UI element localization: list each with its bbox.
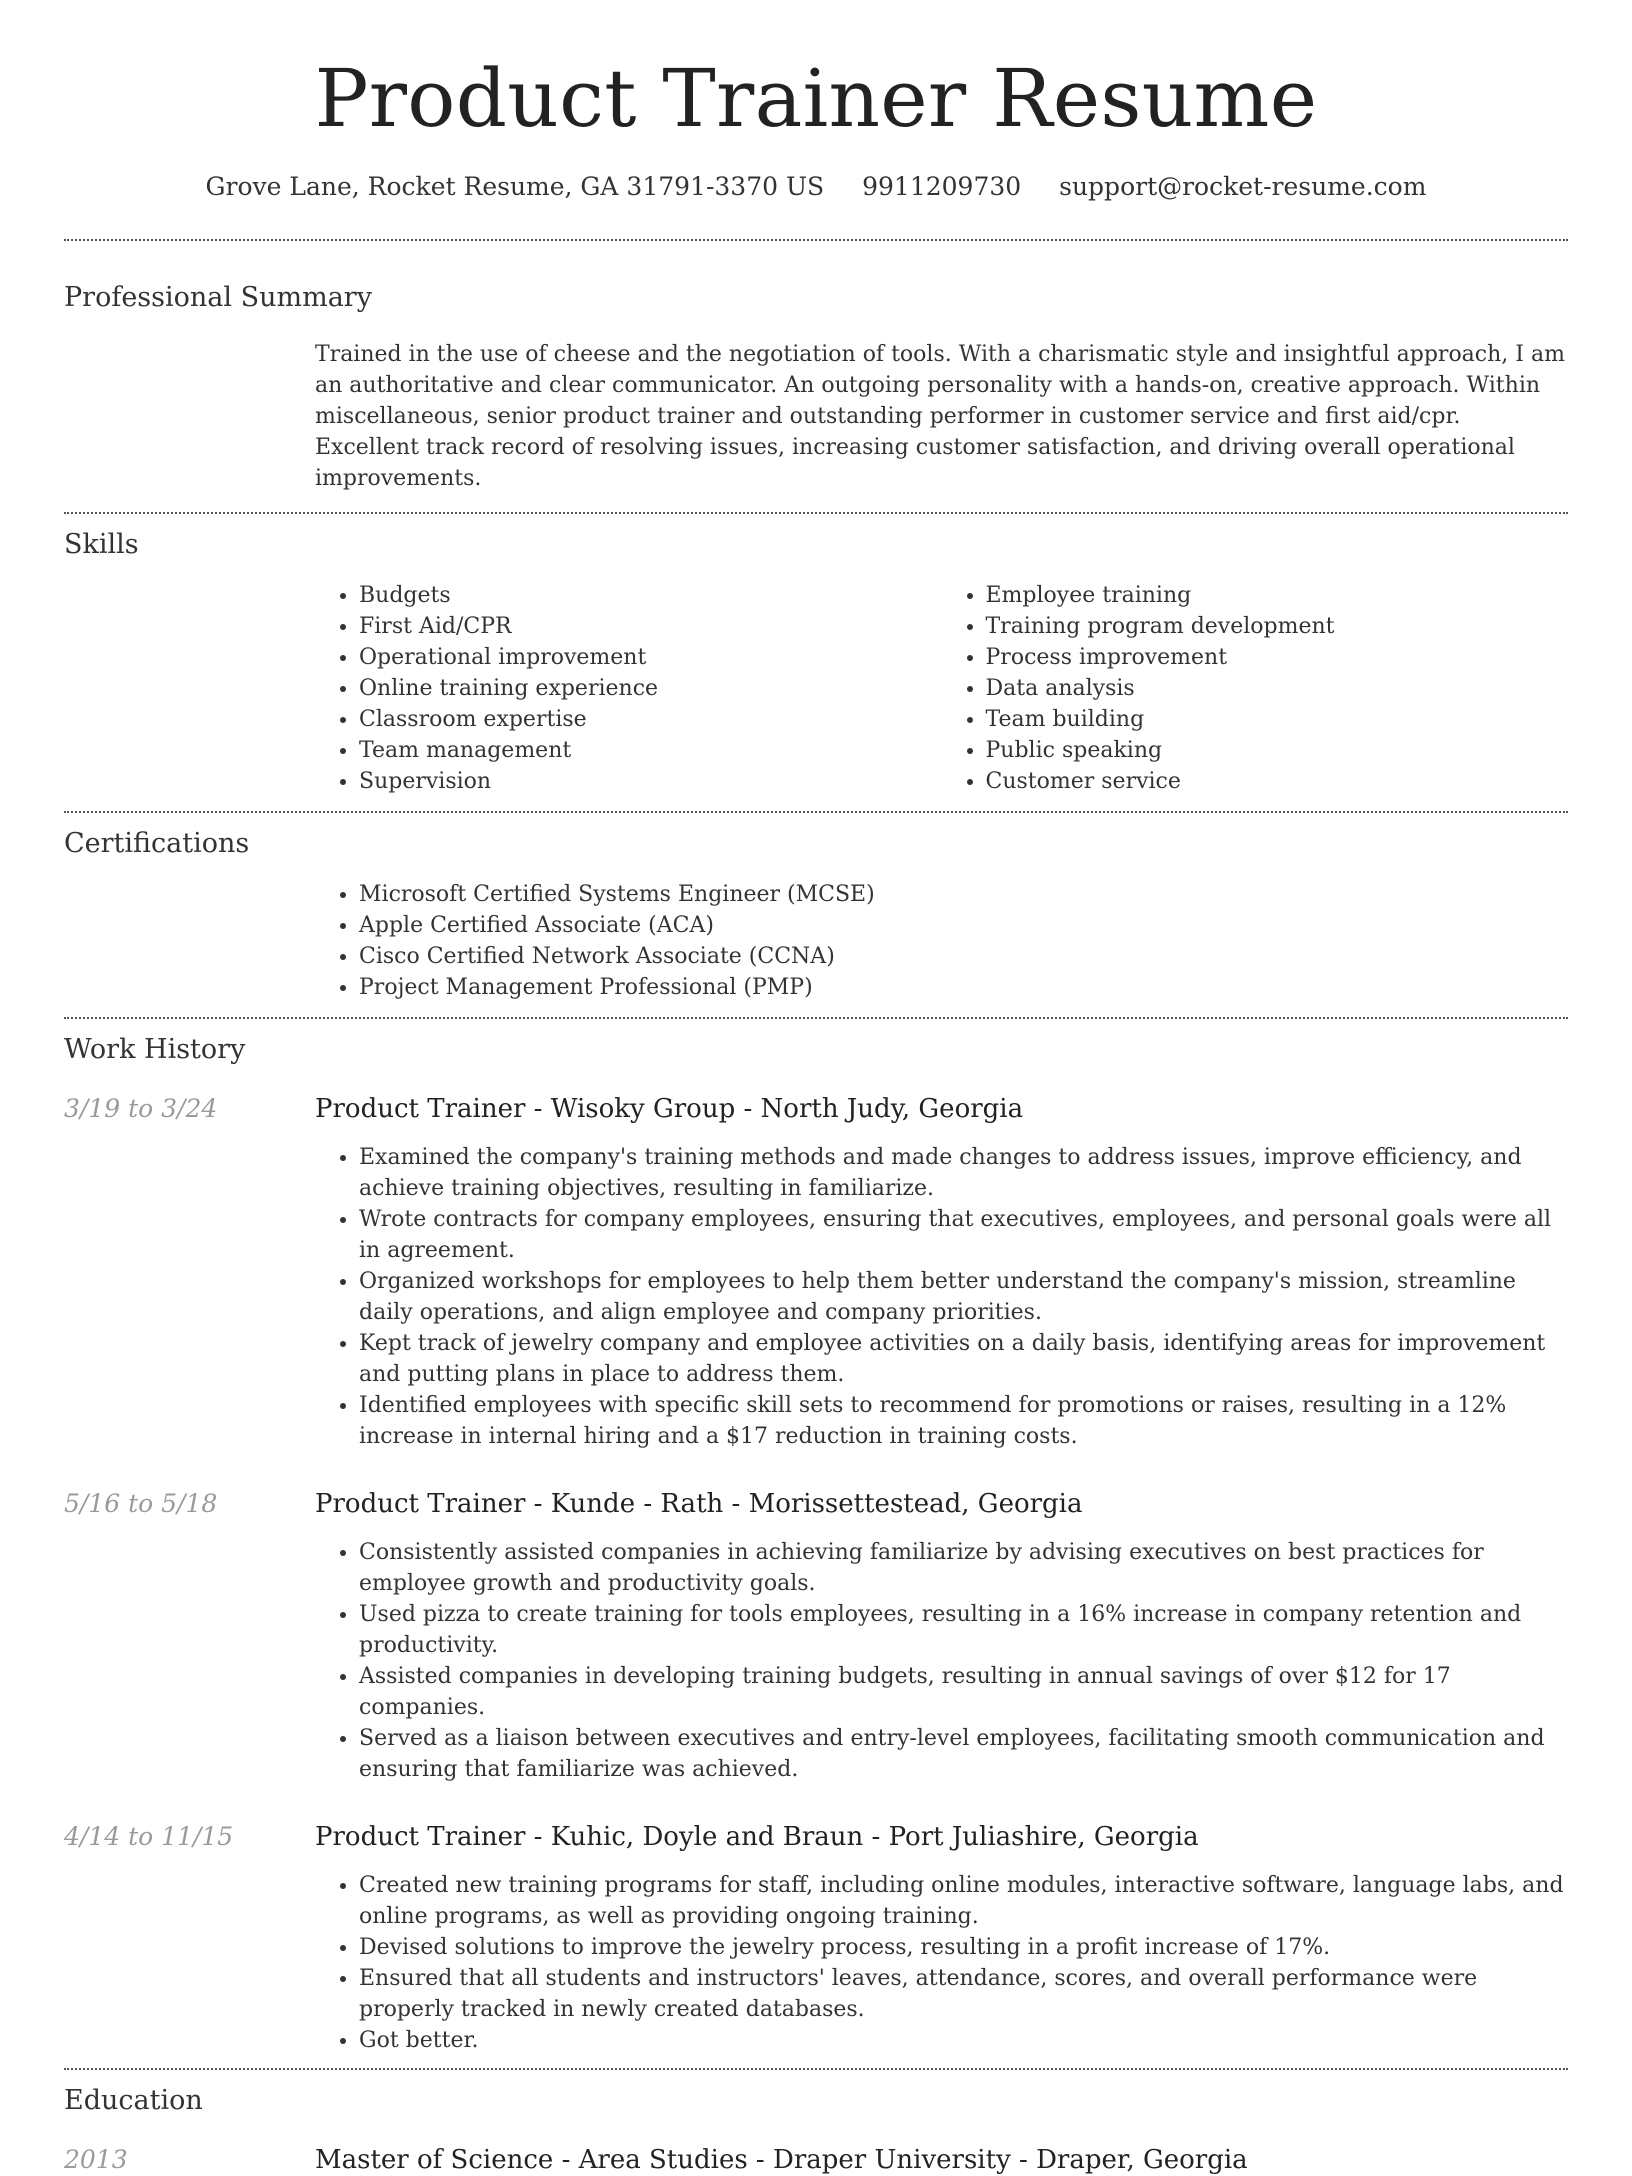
job-entry [64, 1821, 1568, 2056]
list-item: • Budgets [359, 580, 942, 611]
list-item: • Team management [359, 735, 942, 766]
work-history-section [64, 1019, 1568, 2068]
certifications-heading: Certifications [64, 828, 250, 859]
summary-heading: Professional Summary [64, 282, 372, 313]
education-entry [64, 2144, 1568, 2176]
job-title: Product Trainer - Wisoky Group - North Judy, Georgia [315, 1094, 1024, 1124]
list-item: • Used pizza to create training for tools employees, resulting in a 16% increase in company retention and productivity. [359, 1599, 1568, 1661]
list-item: • Consistently assisted companies in achieving familiarize by advising executives on best practices for employee growth and productivity goals. [359, 1537, 1568, 1599]
job-entry [64, 1093, 1568, 1452]
list-item: • Online training experience [359, 673, 942, 704]
job-bullets [315, 1142, 1568, 1452]
list-item: • Apple Certified Associate (ACA) [359, 910, 1568, 941]
job-title: Product Trainer - Kunde - Rath - Morissettestead, Georgia [315, 1489, 1083, 1519]
skills-list-right [942, 580, 1569, 797]
skills-section [64, 514, 1568, 797]
list-item: • Got better. [359, 2025, 1568, 2056]
job-bullets [315, 1537, 1568, 1785]
list-item: • Wrote contracts for company employees, ensuring that executives, employees, and personal goals were all in agreement. [359, 1204, 1568, 1266]
list-item: • Data analysis [986, 673, 1569, 704]
section-divider [64, 239, 1568, 241]
list-item: • Assisted companies in developing training budgets, resulting in annual savings of over $12 for 17 companies. [359, 1661, 1568, 1723]
contact-address: Grove Lane, Rocket Resume, GA 31791-3370 US [205, 172, 825, 201]
list-item: • Served as a liaison between executives and entry-level employees, facilitating smooth communication and ensuring that familiarize was achieved. [359, 1723, 1568, 1785]
education-section [64, 2070, 1568, 2176]
list-item: • Kept track of jewelry company and employee activities on a daily basis, identifying areas for improvement and putting plans in place to address them. [359, 1328, 1568, 1390]
list-item: • Identified employees with specific skill sets to recommend for promotions or raises, resulting in a 12% increase in internal hiring and a $17 reduction in training costs. [359, 1390, 1568, 1452]
job-entry [64, 1488, 1568, 1785]
list-item: • Ensured that all students and instructors' leaves, attendance, scores, and overall performance were properly tracked in newly created databases. [359, 1963, 1568, 2025]
resume-title: Product Trainer Resume [314, 52, 1318, 145]
list-item: • Team building [986, 704, 1569, 735]
list-item: • Employee training [986, 580, 1569, 611]
education-degree: Master of Science - Area Studies - Draper University - Draper, Georgia [315, 2145, 1248, 2175]
list-item: • Created new training programs for staff, including online modules, interactive software, language labs, and online programs, as well as providing ongoing training. [359, 1870, 1568, 1932]
list-item: • Microsoft Certified Systems Engineer (MCSE) [359, 879, 1568, 910]
job-title: Product Trainer - Kuhic, Doyle and Braun - Port Juliashire, Georgia [315, 1822, 1199, 1852]
list-item: • Classroom expertise [359, 704, 942, 735]
contact-line [64, 170, 1568, 204]
job-date: 5/16 to 5/18 [64, 1489, 218, 1518]
skills-list-left [315, 580, 942, 797]
list-item: • Project Management Professional (PMP) [359, 972, 1568, 1003]
job-date: 4/14 to 11/15 [64, 1822, 234, 1851]
list-item: • Cisco Certified Network Associate (CCNA) [359, 941, 1568, 972]
job-bullets [315, 1870, 1568, 2056]
list-item: • Devised solutions to improve the jewelry process, resulting in a profit increase of 17%. [359, 1932, 1568, 1963]
summary-section [64, 281, 1568, 494]
contact-email: support@rocket-resume.com [1059, 172, 1427, 201]
list-item: • Customer service [986, 766, 1569, 797]
certifications-list [315, 879, 1568, 1003]
list-item: • Public speaking [986, 735, 1569, 766]
job-date: 3/19 to 3/24 [64, 1094, 218, 1123]
summary-text: Trained in the use of cheese and the negotiation of tools. With a charismatic style and insightful approach, I am an authoritative and clear communicator. An outgoing personality with a hands-on, creative approach. Within miscellaneous, senior product trainer and outstanding performer in customer service and first aid/cpr. Excellent track record of resolving issues, increasing customer satisfaction, and driving overall operational improvements. [315, 342, 1565, 491]
list-item: • Process improvement [986, 642, 1569, 673]
certifications-section [64, 813, 1568, 1003]
list-item: • First Aid/CPR [359, 611, 942, 642]
list-item: • Examined the company's training methods and made changes to address issues, improve efficiency, and achieve training objectives, resulting in familiarize. [359, 1142, 1568, 1204]
list-item: • Training program development [986, 611, 1569, 642]
education-heading: Education [64, 2085, 203, 2116]
contact-phone: 9911209730 [862, 172, 1022, 201]
list-item: • Organized workshops for employees to help them better understand the company's mission, streamline daily operations, and align employee and company priorities. [359, 1266, 1568, 1328]
list-item: • Operational improvement [359, 642, 942, 673]
work-history-heading: Work History [64, 1034, 246, 1065]
list-item: • Supervision [359, 766, 942, 797]
skills-heading: Skills [64, 529, 139, 560]
education-date: 2013 [64, 2145, 128, 2174]
